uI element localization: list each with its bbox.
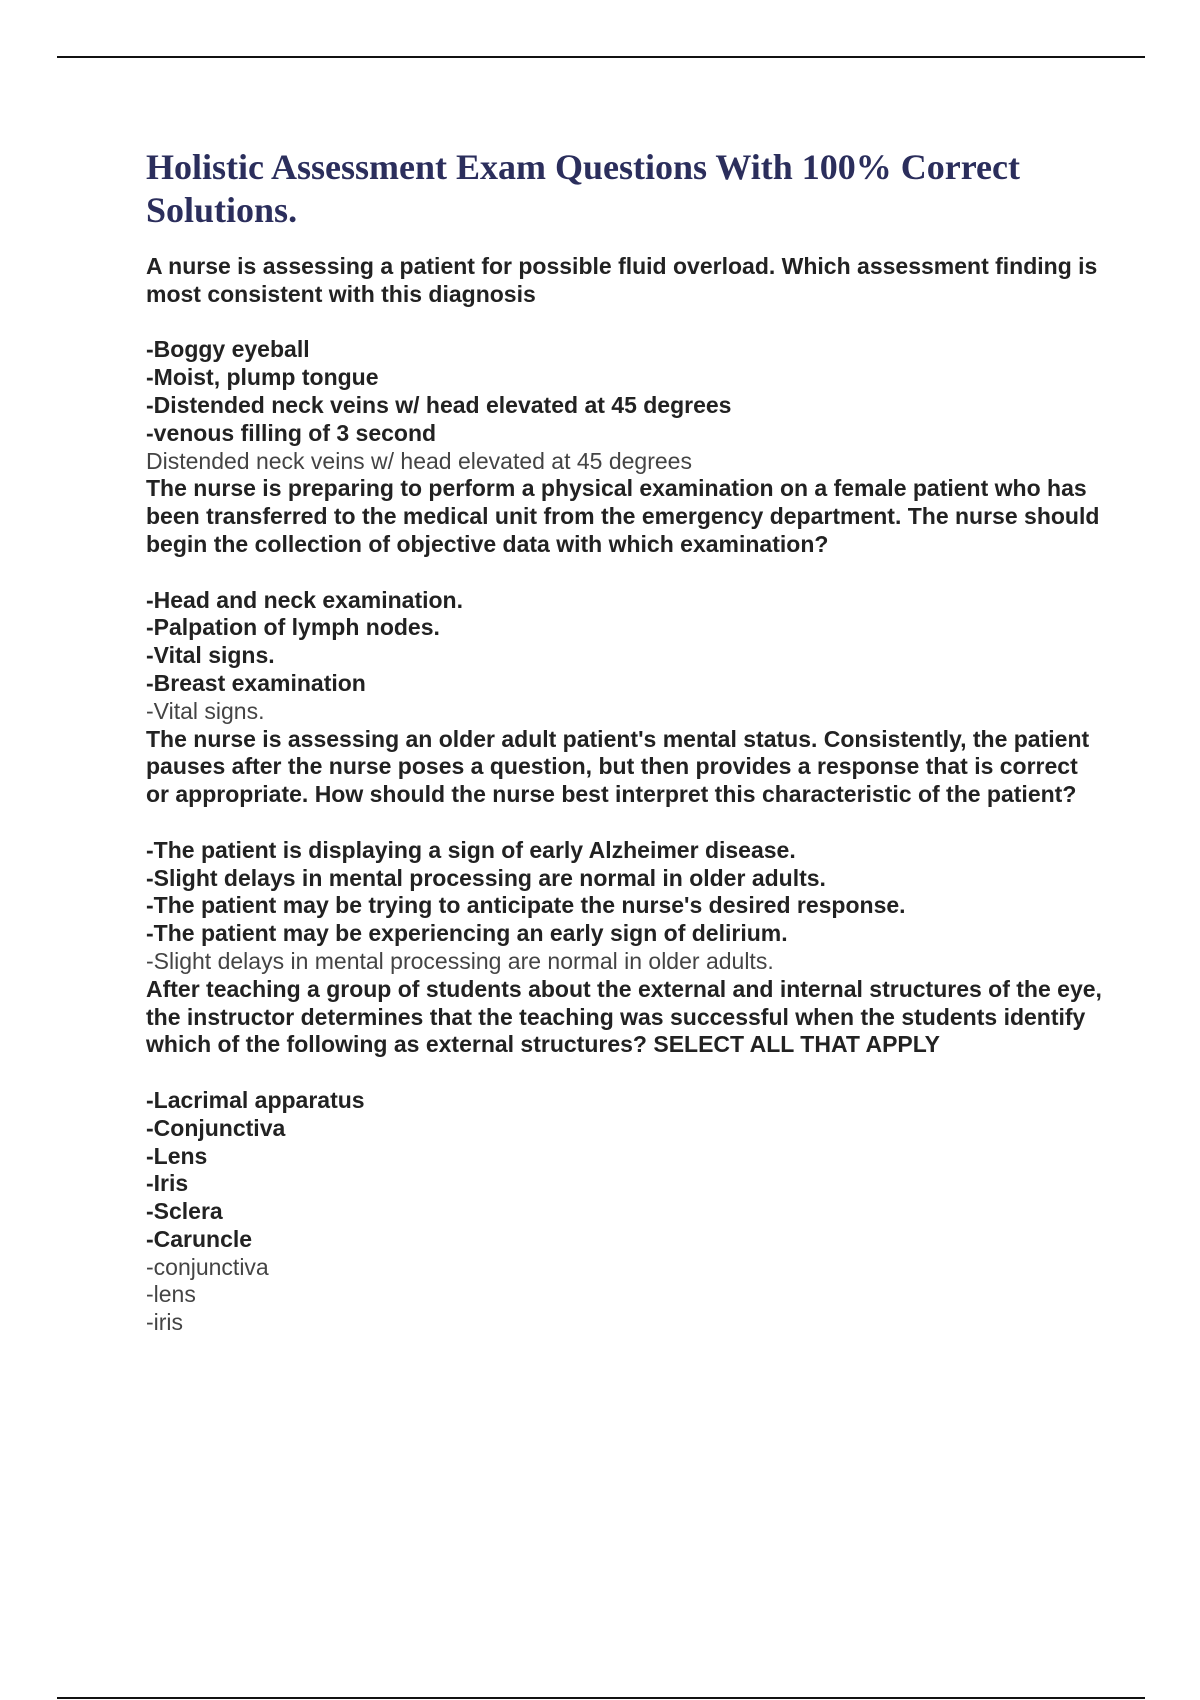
option-item: -Moist, plump tongue bbox=[146, 364, 379, 391]
option-item: -Vital signs. bbox=[146, 642, 275, 669]
page-title: Holistic Assessment Exam Questions With 100% Correct Solutions. bbox=[146, 147, 1020, 230]
option-item: -The patient is displaying a sign of early Alzheimer disease. bbox=[146, 836, 796, 863]
question-text: A nurse is assessing a patient for possible fluid overload. Which assessment finding is most consistent with this diagnosis bbox=[146, 253, 1098, 307]
option-item: -Boggy eyeball bbox=[146, 336, 310, 363]
answer-text: -iris bbox=[146, 1309, 184, 1336]
option-item: -Lacrimal apparatus bbox=[146, 1086, 365, 1113]
option-item: -Head and neck examination. bbox=[146, 586, 463, 613]
option-item: -Sclera bbox=[146, 1198, 223, 1225]
option-item: -Breast examination bbox=[146, 669, 366, 696]
option-list bbox=[146, 336, 1106, 447]
bottom-divider bbox=[57, 1697, 1145, 1699]
option-item: -Palpation of lymph nodes. bbox=[146, 614, 440, 641]
option-item: -Conjunctiva bbox=[146, 1114, 286, 1141]
option-item: -Iris bbox=[146, 1170, 189, 1197]
option-list bbox=[146, 1087, 1106, 1254]
answer-list bbox=[146, 948, 1106, 976]
top-divider bbox=[57, 56, 1145, 58]
question-text: After teaching a group of students about the external and internal structures of the eye, the instructor determines that the teaching was successful when the students identify which of the following as external structures? SELECT ALL THAT APPLY bbox=[146, 975, 1102, 1058]
document-body bbox=[146, 146, 1106, 1337]
option-list bbox=[146, 837, 1106, 948]
answer-text: -Slight delays in mental processing are normal in older adults. bbox=[146, 947, 774, 974]
answer-list bbox=[146, 698, 1106, 726]
question-block bbox=[146, 976, 1106, 1337]
option-list bbox=[146, 587, 1106, 698]
answer-list bbox=[146, 448, 1106, 476]
option-item: -Distended neck veins w/ head elevated at 45 degrees bbox=[146, 391, 732, 418]
option-item: -venous filling of 3 second bbox=[146, 419, 437, 446]
answer-text: -Vital signs. bbox=[146, 697, 265, 724]
question-text: The nurse is preparing to perform a physical examination on a female patient who has been transferred to the medical unit from the emergency department. The nurse should begin the collection of objective data with which examination? bbox=[146, 475, 1100, 557]
option-item: -Lens bbox=[146, 1142, 208, 1169]
question-block bbox=[146, 475, 1106, 725]
option-item: -Slight delays in mental processing are normal in older adults. bbox=[146, 864, 826, 891]
answer-text: -conjunctiva bbox=[146, 1253, 269, 1280]
answer-list bbox=[146, 1254, 1106, 1337]
question-block bbox=[146, 253, 1106, 475]
question-text: The nurse is assessing an older adult patient's mental status. Consistently, the patient pauses after the nurse poses a question, but then provides a response that is correct or appropriate. How should the nurse best interpret this characteristic of the patient? bbox=[146, 725, 1090, 808]
option-item: -Caruncle bbox=[146, 1225, 253, 1252]
option-item: -The patient may be trying to anticipate the nurse's desired response. bbox=[146, 892, 906, 919]
option-item: -The patient may be experiencing an early sign of delirium. bbox=[146, 920, 788, 947]
answer-text: Distended neck veins w/ head elevated at 45 degrees bbox=[146, 447, 692, 474]
question-block bbox=[146, 726, 1106, 976]
answer-text: -lens bbox=[146, 1281, 196, 1308]
